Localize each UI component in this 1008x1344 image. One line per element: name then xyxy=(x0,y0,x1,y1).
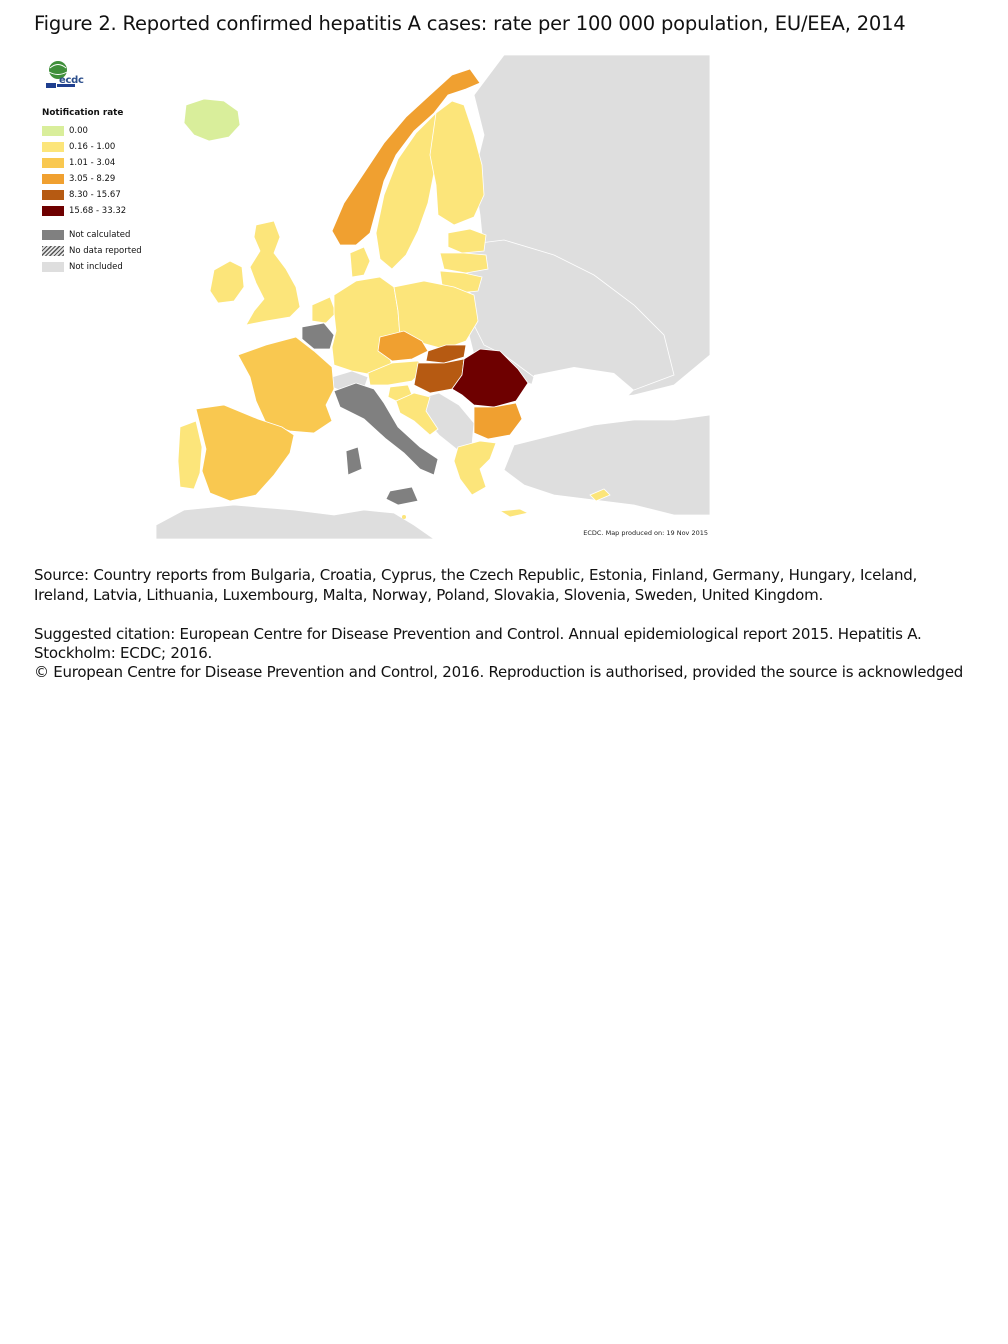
legend-swatch xyxy=(42,206,64,216)
legend-label: 15.68 - 33.32 xyxy=(69,206,127,216)
legend-swatch xyxy=(42,246,64,256)
legend-item xyxy=(42,243,142,259)
ecdc-logo xyxy=(44,59,84,89)
legend-item xyxy=(42,187,142,203)
legend-label: 1.01 - 3.04 xyxy=(69,158,116,168)
citation-block xyxy=(34,625,984,682)
legend-item xyxy=(42,259,142,275)
legend-item xyxy=(42,203,142,219)
country-germany xyxy=(332,277,400,375)
legend-swatch xyxy=(42,230,64,240)
citation-line: Suggested citation: European Centre for Disease Prevention and Control. Annual epidemiological report 2015. Hepatitis A. xyxy=(34,625,922,643)
legend-label: 0.00 xyxy=(69,126,88,136)
legend-item xyxy=(42,155,142,171)
legend-swatch xyxy=(42,126,64,136)
citation-line: Stockholm: ECDC; 2016. xyxy=(34,644,213,662)
copyright-line: © European Centre for Disease Prevention and Control, 2016. Reproduction is authorised, provided the source is acknowledged xyxy=(34,663,964,681)
legend-title: Notification rate xyxy=(42,108,124,118)
legend-label: 0.16 - 1.00 xyxy=(69,142,116,152)
legend-item xyxy=(42,139,142,155)
legend-swatch xyxy=(42,190,64,200)
country-malta xyxy=(402,515,406,519)
map-credit: ECDC. Map produced on: 19 Nov 2015 xyxy=(583,529,708,537)
legend-label: No data reported xyxy=(69,246,142,256)
source-note: Source: Country reports from Bulgaria, Croatia, Cyprus, the Czech Republic, Estonia, Finland, Germany, Hungary, Iceland, Ireland, Latvia, Lithuania, Luxembourg, Malta, Norway, Poland, Slovakia, Slovenia, Sweden, United Kingdom. xyxy=(34,566,918,604)
map-frame xyxy=(34,55,710,539)
legend-swatch xyxy=(42,158,64,168)
legend-swatch xyxy=(42,142,64,152)
legend-item xyxy=(42,227,142,243)
logo-text: ecdc xyxy=(59,75,84,86)
legend-item xyxy=(42,171,142,187)
legend-swatch xyxy=(42,262,64,272)
map-legend xyxy=(42,108,142,275)
figure-title: Figure 2. Reported confirmed hepatitis A cases: rate per 100 000 population, EU/EEA, 2014 xyxy=(34,12,906,35)
legend-label: Not calculated xyxy=(69,230,131,240)
legend-item xyxy=(42,123,142,139)
legend-label: 3.05 - 8.29 xyxy=(69,174,116,184)
country-estonia xyxy=(448,229,486,253)
legend-label: 8.30 - 15.67 xyxy=(69,190,121,200)
legend-label: Not included xyxy=(69,262,123,272)
legend-swatch xyxy=(42,174,64,184)
